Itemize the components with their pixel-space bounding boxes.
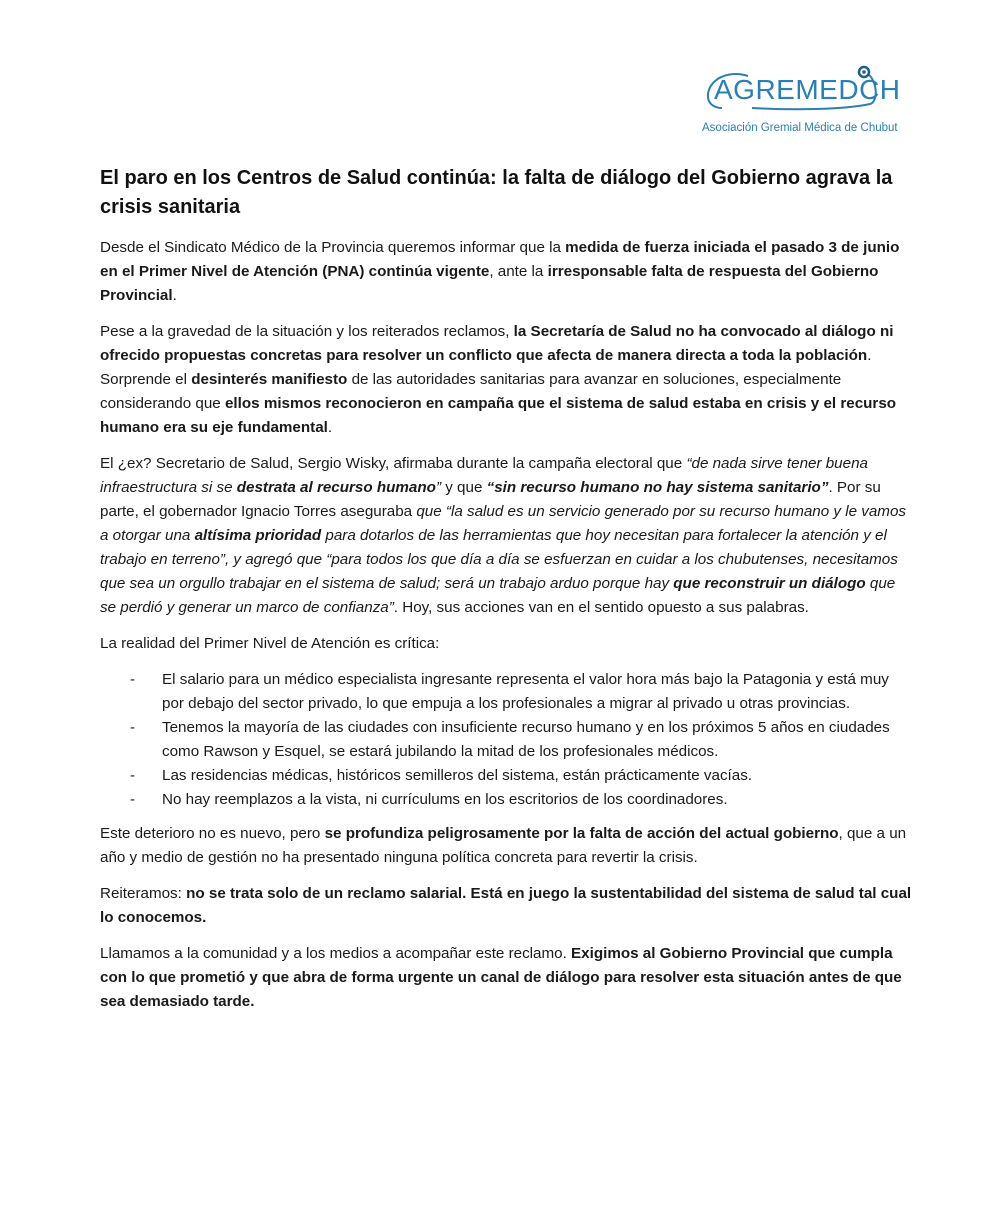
p5-text-2: , que a un año y medio de gestión no ha presentado ninguna política concreta para revertir la crisis.	[100, 825, 907, 866]
p3-bold-italic-3: altísima prioridad	[194, 527, 322, 544]
p3-text-1: El ¿ex? Secretario de Salud, Sergio Wisky, afirmaba durante la campaña electoral que	[100, 455, 687, 472]
paragraph-1	[100, 236, 914, 308]
logo-subtitle: Asociación Gremial Médica de Chubut	[702, 122, 898, 134]
p1-text-3: .	[172, 287, 177, 304]
list-item	[100, 788, 914, 812]
p3-italic-2: ”	[435, 479, 442, 496]
list-marker: -	[130, 791, 136, 808]
p3-bold-italic-2: “sin recurso humano no hay sistema sanitario”	[486, 479, 829, 496]
paragraph-5	[100, 822, 914, 870]
logo-wordmark: AGREMEDCH	[714, 74, 901, 105]
p5-bold-1: se profundiza peligrosamente por la falta de acción del actual gobierno	[324, 825, 839, 842]
p3-italic-5: que se perdió y generar un marco de confianza”	[100, 575, 896, 616]
paragraph-7	[100, 942, 914, 1014]
p2-text-1: Pese a la gravedad de la situación y los reiterados reclamos,	[100, 323, 514, 340]
p2-bold-1: la Secretaría de Salud no ha convocado al diálogo ni ofrecido propuestas concretas para resolver un conflicto que afecta de manera directa a toda la población	[100, 323, 894, 364]
p2-text-3: de las autoridades sanitarias para avanzar en soluciones, especialmente considerando que	[100, 371, 842, 412]
p2-text-2: . Sorprende el	[100, 347, 872, 388]
document-body	[100, 164, 914, 1026]
list-item	[100, 668, 914, 716]
list-item	[100, 764, 914, 788]
p6-text-1: Reiteramos:	[100, 885, 187, 902]
p1-text-1: Desde el Sindicato Médico de la Provincia queremos informar que la	[100, 239, 566, 256]
p2-bold-3: ellos mismos reconocieron en campaña que el sistema de salud estaba en crisis y el recurso humano era su eje fundamental	[100, 395, 897, 436]
list-item-text: Tenemos la mayoría de las ciudades con insuficiente recurso humano y en los próximos 5 años en ciudades como Rawson y Esquel, se estará jubilando la mitad de los profesionales médicos.	[162, 719, 890, 760]
paragraph-3	[100, 452, 914, 620]
p3-text-2: y que	[441, 479, 487, 496]
p3-italic-3: que “la salud es un servicio generado por su recurso humano y le vamos a otorgar una	[100, 503, 906, 544]
list-item-text: No hay reemplazos a la vista, ni currículums en los escritorios de los coordinadores.	[162, 791, 728, 808]
p3-bold-italic-4: que reconstruir un diálogo	[673, 575, 866, 592]
p3-bold-italic-1: destrata al recurso humano	[236, 479, 436, 496]
p1-bold-1: medida de fuerza iniciada el pasado 3 de junio en el Primer Nivel de Atención (PNA) continúa vigente	[100, 239, 900, 280]
p7-text-1: Llamamos a la comunidad y a los medios a acompañar este reclamo.	[100, 945, 572, 962]
p6-bold-1: no se trata solo de un reclamo salarial. Está en juego la sustentabilidad del sistema de salud tal cual lo conocemos.	[100, 885, 912, 926]
organization-logo	[692, 64, 922, 142]
document-title: El paro en los Centros de Salud continúa: la falta de diálogo del Gobierno agrava la crisis sanitaria	[100, 167, 893, 218]
p7-bold-1: Exigimos al Gobierno Provincial que cumpla con lo que prometió y que abra de forma urgente un canal de diálogo para resolver esta situación antes de que sea demasiado tarde.	[100, 945, 902, 1010]
p3-text-3: . Por su parte, el gobernador Ignacio Torres aseguraba	[100, 479, 881, 520]
list-item-text: Las residencias médicas, históricos semilleros del sistema, están prácticamente vacías.	[162, 767, 753, 784]
p5-text-1: Este deterioro no es nuevo, pero	[100, 825, 325, 842]
p3-italic-1: “de nada sirve tener buena infraestructura si se	[100, 455, 868, 496]
paragraph-2	[100, 320, 914, 440]
list-marker: -	[130, 767, 136, 784]
list-item-text: El salario para un médico especialista ingresante representa el valor hora más bajo la Patagonia y está muy por debajo del sector privado, lo que empuja a los profesionales a migrar al privado u otras provincias.	[162, 671, 889, 712]
list-marker: -	[130, 671, 136, 688]
list-marker: -	[130, 719, 136, 736]
critical-issues-list	[100, 668, 914, 812]
p3-text-4: . Hoy, sus acciones van en el sentido opuesto a sus palabras.	[393, 599, 809, 616]
paragraph-4: La realidad del Primer Nivel de Atención es crítica:	[100, 635, 440, 652]
p3-italic-4: para dotarlos de las herramientas que hoy necesitan para fortalecer la atención y el trabajo en terreno”, y agregó que “para todos los que día a día se esfuerzan en cuidar a los chubutenses, necesitamos que sea un orgullo trabajar en el sistema de salud; será un trabajo arduo porque hay	[100, 527, 898, 592]
p1-bold-2: irresponsable falta de respuesta del Gobierno Provincial	[100, 263, 879, 304]
list-item	[100, 716, 914, 764]
p2-bold-2: desinterés manifiesto	[191, 371, 348, 388]
p2-text-4: .	[327, 419, 333, 436]
paragraph-6	[100, 882, 914, 930]
p1-text-2: , ante la	[489, 263, 548, 280]
